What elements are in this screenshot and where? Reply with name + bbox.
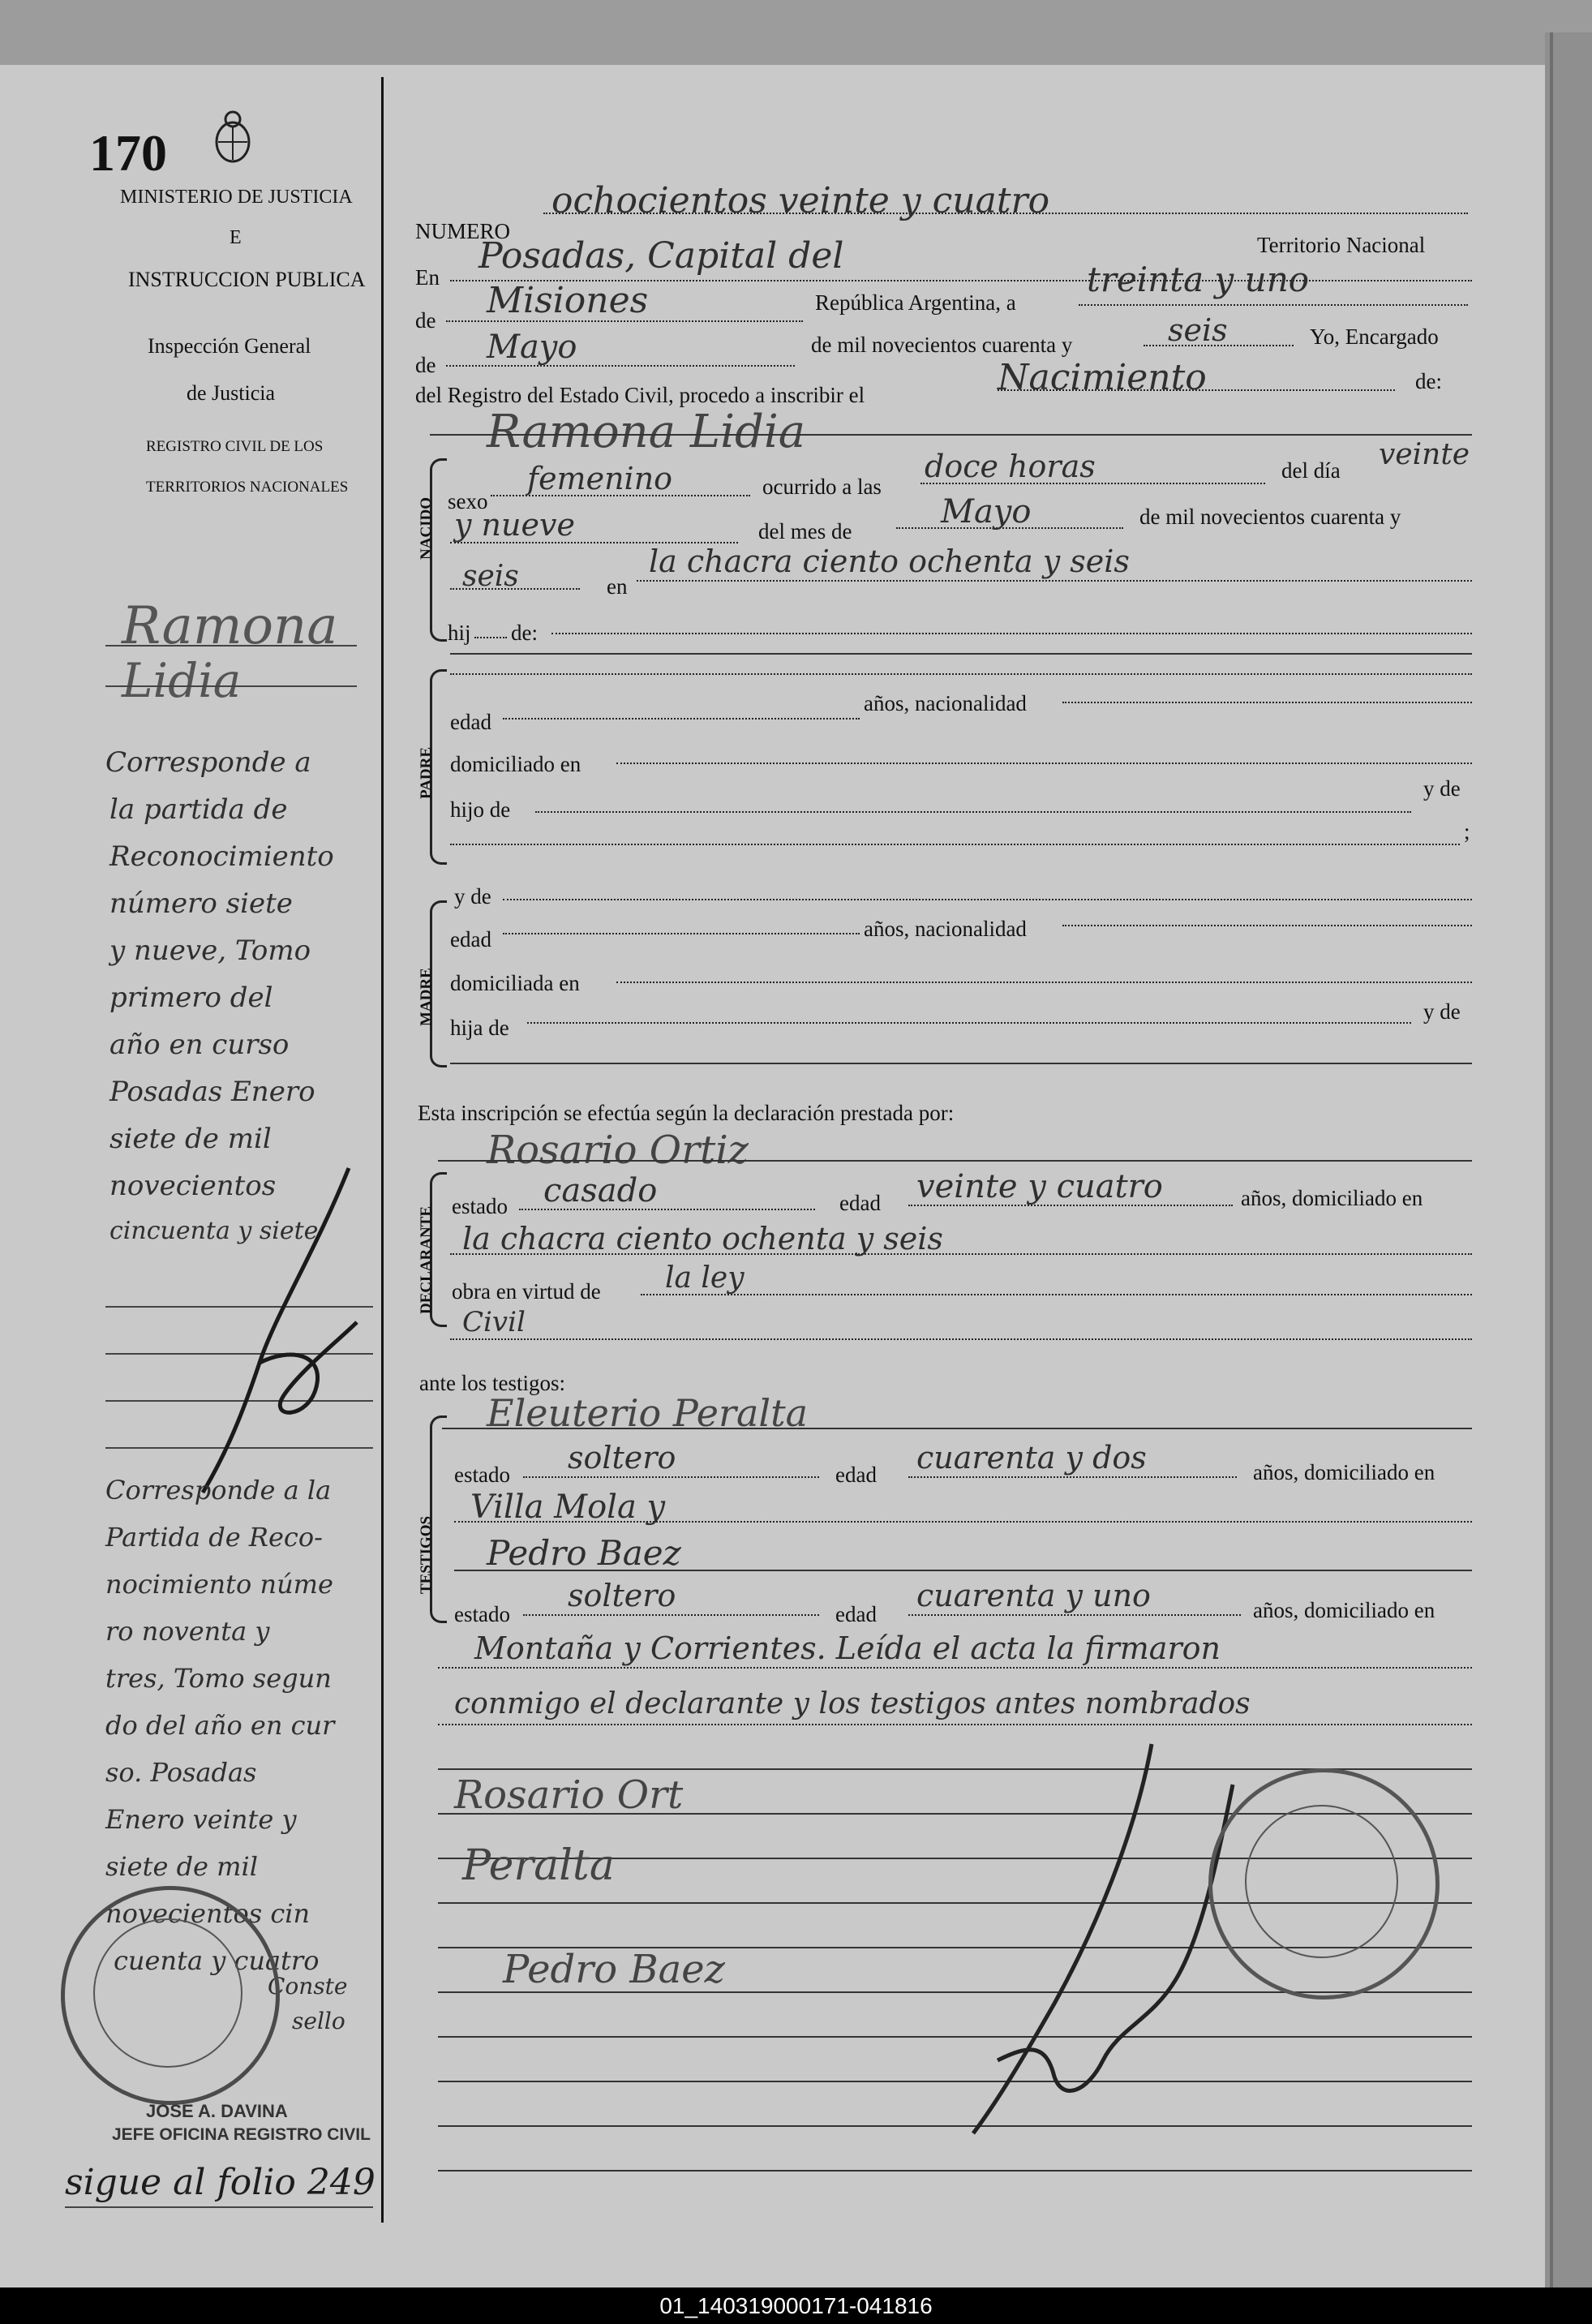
domicilio-label: domiciliada en [450,971,580,995]
coat-of-arms-icon [212,110,253,163]
madre-y-de-label: y de [454,884,491,909]
en-label: en [607,574,628,599]
rule [454,1570,1472,1571]
numero-label: NUMERO [415,219,511,243]
margin-note-1-line: primero del [109,982,273,1014]
continued-note: sigue al folio 249 [65,2162,375,2203]
de2-label: de [415,353,436,377]
rule [641,1294,1472,1295]
mes-value: Mayo [941,493,1032,531]
registry-line-2: TERRITORIOS NACIONALES [146,479,349,496]
rule [1062,702,1472,703]
anio-value: seis [1168,312,1228,348]
declarante-side-label: DECLARANTE [418,1205,435,1314]
rule [438,1667,1472,1669]
de-value: Misiones [487,280,649,321]
estado-label: estado [452,1194,508,1218]
stamp-caption: JOSE A. DAVINA [146,2101,288,2121]
testigo-1-edad: cuarenta y dos [916,1440,1147,1476]
margin-note-1-line: año en curso [109,1029,290,1061]
anios-label: años, domiciliado en [1241,1186,1423,1210]
margin-note-1-line: número siete [109,887,293,920]
estado-label: estado [454,1463,510,1487]
testigo-2-edad: cuarenta y uno [916,1578,1151,1613]
testigo-2-estado: soltero [568,1578,676,1613]
rule [105,685,357,687]
declarante-edad: veinte y cuatro [916,1168,1163,1205]
margin-divider [381,77,384,2223]
margin-note-1-line: Corresponde a [105,746,311,779]
edad-label: edad [835,1602,877,1626]
mes-label: del mes de [758,519,852,543]
rule [637,580,1472,582]
rule [438,1160,1472,1162]
domicilio-label: domiciliado en [450,752,581,776]
stamp-caption-2: JEFE OFICINA REGISTRO CIVIL [112,2125,371,2144]
mil-label: de mil novecientos cuarenta y [1139,505,1401,529]
declarante-nombre: Rosario Ortiz [487,1128,749,1173]
closing-line: conmigo el declarante y los testigos antes nombrados [454,1687,1251,1720]
hijo-label: hijo de [450,797,511,822]
rule [450,1253,1472,1255]
sexo-value: femenino [527,461,673,496]
testigo-1-nombre: Eleuterio Peralta [487,1391,809,1435]
nacido-side-label: NACIDO [418,496,435,560]
estado-label: estado [454,1602,510,1626]
margin-note-1-line: cincuenta y siete [109,1217,319,1245]
anios-label: años, nacionalidad [864,691,1027,715]
margin-note-1-line: y nueve, Tomo [109,934,311,967]
rule [450,844,1460,845]
rule [616,762,1472,764]
rule [535,811,1411,813]
nombre-value: Ramona Lidia [487,406,806,458]
testigo-2-domicilio: Montaña y Corrientes. Leída el acta la firmaron [474,1630,1221,1666]
declarante-estado: casado [543,1172,658,1209]
official-seal-left-inner [93,1918,242,2068]
margin-note-2-line: Conste [268,1973,348,2000]
numero-value: ochocientos veinte y cuatro [551,180,1050,221]
rule [454,1521,1472,1523]
scanner-background [0,0,1592,65]
margin-note-2-line: nocimiento núme [105,1569,333,1600]
rule [450,653,1472,655]
image-caption: 01_140319000171-041816 [659,2293,933,2318]
rule [503,899,1472,900]
obra-value: la ley [665,1261,745,1295]
signature-testigo-1: Peralta [462,1841,615,1890]
rule [450,1063,1472,1064]
margin-name-second: Lidia [122,653,242,708]
inspection-line-2: de Justicia [187,381,276,405]
rule [527,1022,1411,1024]
rule [1062,925,1472,926]
rule [523,1476,819,1478]
madre-side-label: MADRE [418,968,435,1026]
rule [438,2170,1472,2172]
ocurrido-label: ocurrido a las [762,475,882,499]
obra-label: obra en virtud de [452,1279,601,1304]
testigo-1-domicilio: Villa Mola y [470,1488,666,1526]
margin-note-1-line: Reconocimiento [109,840,334,873]
ministry-line-3: INSTRUCCION PUBLICA [128,268,366,291]
hij-de-label: de: [511,621,538,645]
margin-note-2-line: Partida de Reco- [105,1522,323,1553]
signature-testigo-2: Pedro Baez [503,1947,725,1992]
rule [474,637,507,638]
yo-label: Yo, Encargado [1310,324,1439,349]
margin-note-1-line: Posadas Enero [109,1076,315,1108]
rule [503,933,860,934]
de3-label: de: [1415,369,1442,393]
rule [438,1724,1472,1725]
declaracion-label: Esta inscripción se efectúa según la declaración prestada por: [418,1101,955,1125]
edad-label: edad [450,710,491,734]
rule [908,1614,1241,1616]
officer-signature [908,1736,1249,2141]
acto-value: Nacimiento [998,357,1207,398]
margin-note-2-line: tres, Tomo segun [105,1663,332,1694]
official-seal-right-inner [1245,1805,1398,1958]
territorio-label: Territorio Nacional [1257,233,1426,257]
rule [908,1476,1237,1478]
anio-value: seis [462,560,519,593]
sexo-label: sexo [448,489,488,513]
edad-label: edad [839,1191,881,1215]
del-dia-label: del día [1281,458,1341,483]
registry-line-1: REGISTRO CIVIL DE LOS [146,438,324,455]
margin-note-2-line: siete de mil [105,1851,258,1882]
rule [551,633,1472,634]
madre-y-de: y de [1423,999,1461,1024]
dia-value: veinte [1379,438,1470,471]
registro-label: del Registro del Estado Civil, procedo a inscribir el [415,383,865,407]
dia-value: treinta y uno [1087,260,1310,299]
padre-side-label: PADRE [418,746,435,799]
rule [450,673,1472,675]
signature-declarante: Rosario Ort [454,1772,684,1818]
margin-signature [154,1152,381,1501]
de-label: de [415,308,436,333]
hij-label: hij [448,621,471,645]
dia-value-2: y nueve [454,507,575,543]
mes-value: Mayo [487,329,577,366]
margin-name-first: Ramona [122,596,338,656]
inspection-line-1: Inspección General [148,334,311,358]
margin-note-2-line: ro noventa y [105,1616,270,1647]
rule [105,645,357,647]
testigo-2-nombre: Pedro Baez [487,1533,681,1573]
lugar-value: la chacra ciento ochenta y seis [649,543,1130,579]
folio-number: 170 [89,124,167,182]
edad-label: edad [450,927,491,952]
margin-note-1-line: novecientos [109,1170,277,1202]
padre-semicolon: ; [1464,819,1470,844]
rule [616,982,1472,983]
margin-note-2-line: so. Posadas [105,1757,257,1788]
rule [450,588,580,590]
margin-note-2-line: novecientos cin [105,1898,311,1929]
en-label: En [415,265,440,290]
margin-note-2-line: cuenta y cuatro [114,1945,320,1976]
republica-label: República Argentina, a [815,290,1016,315]
anios-label: años, nacionalidad [864,917,1027,941]
rule [442,1428,1472,1429]
testigos-side-label: TESTIGOS [418,1515,435,1594]
obra-value-2: Civil [462,1306,526,1338]
rule [503,718,860,720]
declarante-domicilio: la chacra ciento ochenta y seis [462,1221,943,1257]
rule [65,2206,373,2208]
hija-label: hija de [450,1016,509,1040]
book-edge [1545,32,1592,2304]
margin-note-2-line: sello [292,2008,345,2034]
rule [1079,304,1468,306]
rule [430,434,1472,436]
ministry-line-1: MINISTERIO DE JUSTICIA [120,187,353,208]
margin-note-2-line: do del año en cur [105,1710,335,1741]
edad-label: edad [835,1463,877,1487]
margin-note-2-line: Enero veinte y [105,1804,297,1835]
anios-label: años, domiciliado en [1253,1598,1435,1622]
rule [523,1614,819,1616]
hora-value: doce horas [925,449,1096,484]
rule [450,1338,1472,1340]
margin-note-2-line: Corresponde a la [105,1475,332,1506]
ministry-line-2: E [230,227,242,248]
mil-label: de mil novecientos cuarenta y [811,333,1073,357]
margin-note-1-line: siete de mil [109,1123,272,1155]
anios-label: años, domiciliado en [1253,1460,1435,1484]
margin-note-1-line: la partida de [109,793,288,826]
testigo-1-estado: soltero [568,1440,676,1476]
padre-y-de: y de [1423,776,1461,801]
testigos-label: ante los testigos: [419,1371,565,1395]
en-value: Posadas, Capital del [478,235,844,277]
